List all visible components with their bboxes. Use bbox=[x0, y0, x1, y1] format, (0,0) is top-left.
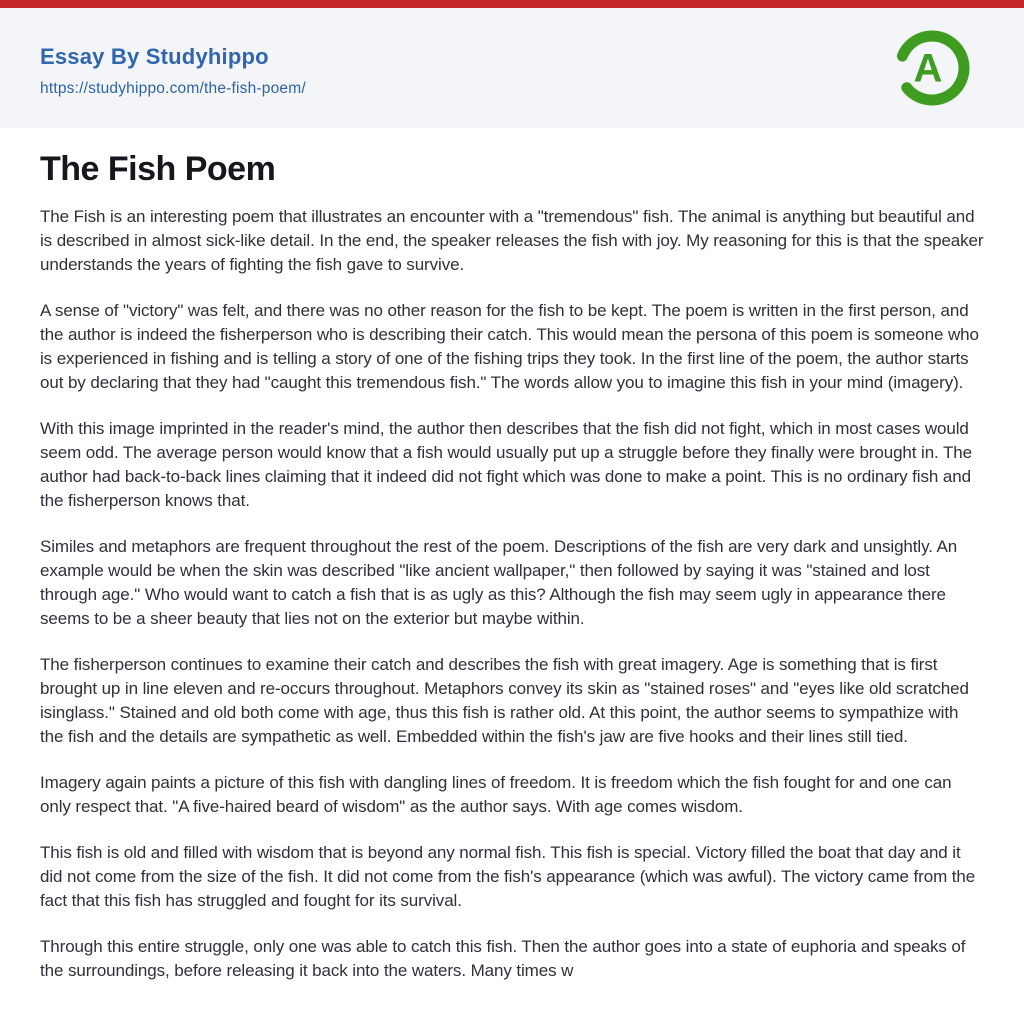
article-paragraph: A sense of "victory" was felt, and there was no other reason for the fish to be kept. The poem is written in the first person, and the author is indeed the fisherperson who is describing their catch. This would mean the persona of this poem is someone who is experienced in fishing and is telling a story of one of the fishing trips they took. In the first line of the poem, the author starts out by declaring that they had "caught this tremendous fish." The words allow you to imagine this fish in your mind (imagery). bbox=[40, 301, 979, 392]
article-main bbox=[0, 128, 1024, 983]
page-header bbox=[0, 8, 1024, 128]
top-accent-bar bbox=[0, 0, 1024, 8]
article-paragraph: The fisherperson continues to examine their catch and describes the fish with great imagery. Age is something that is first brought up in line eleven and re-occurs throughout. Metaphors convey its skin as "stained roses" and "eyes like old scratched isinglass." Stained and old both come with age, thus this fish is rather old. At this point, the author seems to sympathize with the fish and the details are sympathetic as well. Embedded within the fish's jaw are five hooks and their lines still tied. bbox=[40, 655, 969, 746]
article-body bbox=[40, 205, 984, 983]
article-paragraph: With this image imprinted in the reader's mind, the author then describes that the fish did not fight, which in most cases would seem odd. The average person would know that a fish would usually put up a struggle before they finally were brought in. The author had back-to-back lines claiming that it indeed did not fight which was done to make a point. This is no ordinary fish and the fisherperson knows that. bbox=[40, 419, 972, 510]
site-title: Essay By Studyhippo bbox=[40, 44, 269, 69]
article-paragraph: This fish is old and filled with wisdom that is beyond any normal fish. This fish is special. Victory filled the boat that day and it did not come from the size of the fish. It did not come from the fish's appearance (which was awful). The victory came from the fact that this fish has struggled and fought for its survival. bbox=[40, 843, 976, 910]
studyhippo-logo-icon bbox=[892, 28, 972, 108]
article-paragraph: The Fish is an interesting poem that illustrates an encounter with a "tremendous" fish. The animal is anything but beautiful and is described in almost sick-like detail. In the end, the speaker releases the fish with joy. My reasoning for this is that the speaker understands the years of fighting the fish gave to survive. bbox=[40, 207, 984, 274]
logo-letter: A bbox=[913, 46, 943, 91]
article-paragraph: Imagery again paints a picture of this fish with dangling lines of freedom. It is freedom which the fish fought for and one can only respect that. "A five-haired beard of wisdom" as the author says. With age comes wisdom. bbox=[40, 773, 952, 816]
article-paragraph: Similes and metaphors are frequent throughout the rest of the poem. Descriptions of the fish are very dark and unsightly. An example would be when the skin was described "like ancient wallpaper," then followed by saying it was "stained and lost through age." Who would want to catch a fish that is as ugly as this? Although the fish may seem ugly in appearance there seems to be a sheer beauty that lies not on the exterior but maybe within. bbox=[40, 537, 958, 628]
article-paragraph: Through this entire struggle, only one was able to catch this fish. Then the author goes into a state of euphoria and speaks of the surroundings, before releasing it back into the waters. Many times w bbox=[40, 937, 966, 980]
header-text-block bbox=[40, 38, 306, 98]
article-title: The Fish Poem bbox=[40, 150, 276, 188]
source-url-link[interactable]: https://studyhippo.com/the-fish-poem/ bbox=[40, 80, 306, 97]
